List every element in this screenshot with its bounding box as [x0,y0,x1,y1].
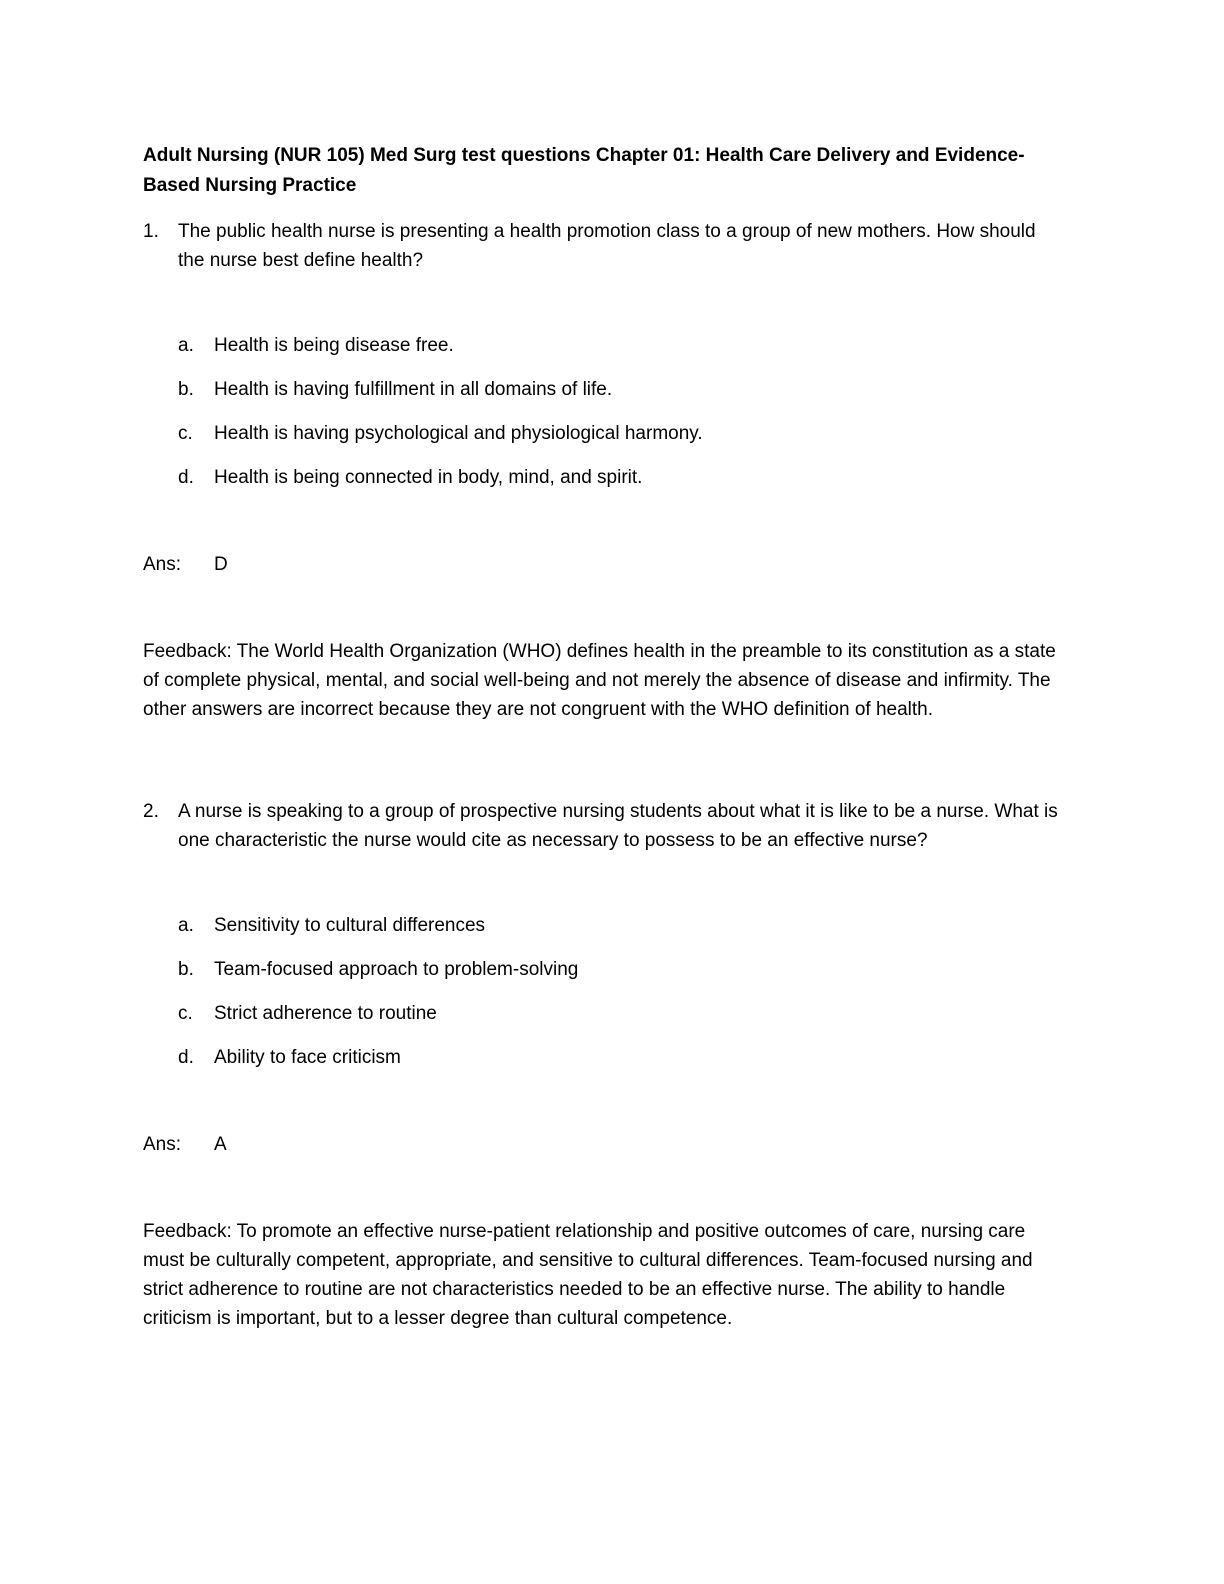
answer-label: Ans: [143,554,182,575]
option-text: Ability to face criticism [214,1047,401,1068]
question-stem [143,797,1063,855]
option-item [178,1043,1063,1072]
option-list [143,911,1063,1072]
question-number: 1. [143,221,159,242]
option-letter: b. [178,959,194,980]
question-number: 2. [143,801,159,822]
option-text: Sensitivity to cultural differences [214,915,486,936]
option-item [178,911,1063,940]
option-item [178,999,1063,1028]
option-letter: c. [178,423,193,444]
option-item [178,331,1063,360]
section-spacer [143,724,1063,797]
question-block [143,797,1063,1333]
option-text: Health is being disease free. [214,335,454,356]
option-text: Team-focused approach to problem-solving [214,959,579,980]
question-stem [143,217,1063,275]
answer-label: Ans: [143,1134,182,1155]
document-title: Adult Nursing (NUR 105) Med Surg test questions Chapter 01: Health Care Delivery and Evidence-Based Nursing Practice [143,145,1025,196]
option-item [178,419,1063,448]
question-text: A nurse is speaking to a group of prospective nursing students about what it is like to be a nurse. What is one characteristic the nurse would cite as necessary to possess to be an effective nurse? [178,801,1058,851]
option-text: Health is having psychological and physiological harmony. [214,423,703,444]
option-item [178,375,1063,404]
option-letter: d. [178,1047,194,1068]
question-text: The public health nurse is presenting a health promotion class to a group of new mothers. How should the nurse best define health? [178,221,1036,271]
option-text: Health is being connected in body, mind, and spirit. [214,467,643,488]
option-text: Strict adherence to routine [214,1003,437,1024]
feedback-paragraph: Feedback: To promote an effective nurse-patient relationship and positive outcomes of care, nursing care must be culturally competent, appropriate, and sensitive to cultural differences. Team-focused nursing and strict adherence to routine are not characteristics needed to be an effective nurse. The ability to handle criticism is important, but to a lesser degree than cultural competence. [143,1221,1033,1329]
option-letter: b. [178,379,194,400]
option-letter: a. [178,915,194,936]
document-page [143,141,1063,1333]
question-block [143,217,1063,724]
option-item [178,463,1063,492]
answer-value: D [214,554,228,575]
option-text: Health is having fulfillment in all domains of life. [214,379,613,400]
option-letter: a. [178,335,194,356]
answer-value: A [214,1134,227,1155]
answer-line [143,1130,1063,1159]
option-letter: d. [178,467,194,488]
answer-line [143,550,1063,579]
feedback-paragraph: Feedback: The World Health Organization (WHO) defines health in the preamble to its constitution as a state of complete physical, mental, and social well-being and not merely the absence of disease and infirmity. The other answers are incorrect because they are not congruent with the WHO definition of health. [143,641,1056,720]
option-letter: c. [178,1003,193,1024]
option-list [143,331,1063,492]
option-item [178,955,1063,984]
